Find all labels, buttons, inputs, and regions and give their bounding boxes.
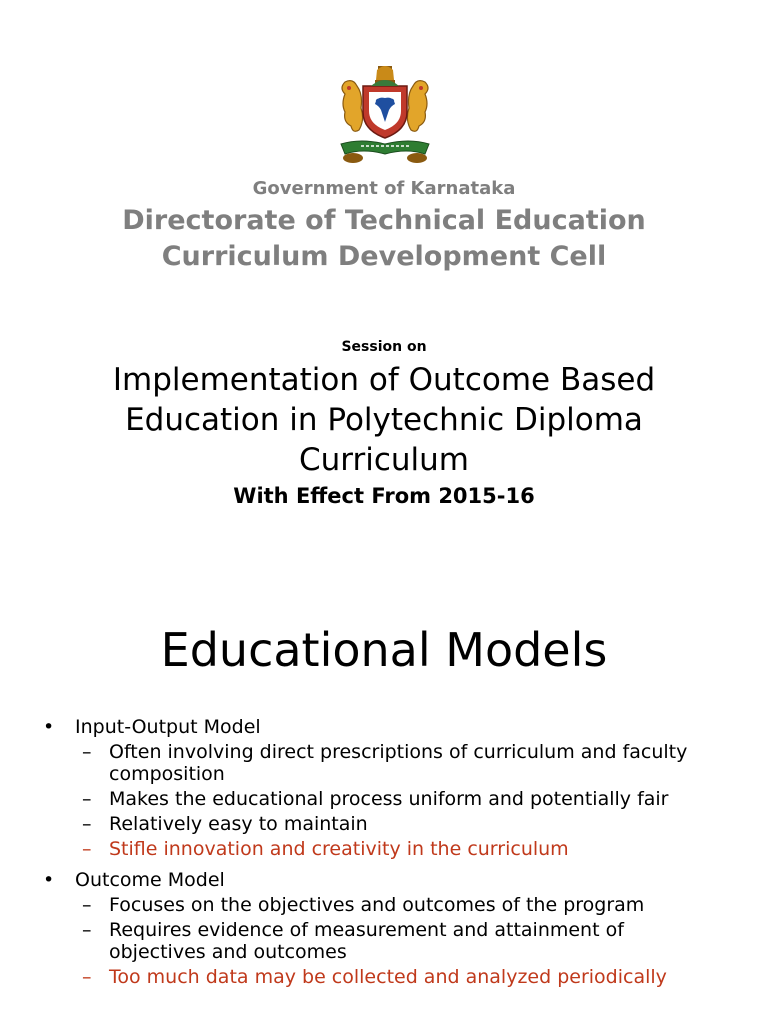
sub-item-highlighted [0, 838, 768, 860]
bullet-icon: • [43, 869, 55, 891]
directorate-title: Directorate of Technical Education [122, 205, 646, 236]
dash-icon: – [82, 838, 92, 860]
sub-item [0, 788, 768, 810]
sub-item-text: Relatively easy to maintain [109, 813, 368, 835]
karnataka-emblem-icon [331, 64, 439, 166]
sub-item [0, 813, 768, 835]
sub-item-text: Often involving direct prescriptions of curriculum and faculty composition [109, 741, 688, 785]
dash-icon: – [82, 966, 92, 988]
model-name: Outcome Model [75, 869, 225, 891]
session-title-line-2: Education in Polytechnic Diploma [125, 402, 643, 438]
cell-title: Curriculum Development Cell [161, 241, 607, 272]
government-label: Government of Karnataka [252, 178, 516, 199]
sub-item-text: Focuses on the objectives and outcomes of the program [109, 894, 645, 916]
dash-icon: – [82, 741, 92, 763]
model-name: Input-Output Model [75, 716, 261, 738]
dash-icon: – [82, 788, 92, 810]
bullet-icon: • [43, 716, 55, 738]
slide-title: Educational Models [160, 623, 608, 677]
sub-item [0, 741, 768, 785]
session-title [60, 360, 708, 480]
sub-item-text: Makes the educational process uniform and potentially fair [109, 788, 669, 810]
list-item-model-2 [0, 869, 768, 891]
models-list [0, 716, 768, 988]
session-title-line-1: Implementation of Outcome Based [112, 362, 656, 398]
sub-item [0, 919, 768, 963]
dash-icon: – [82, 919, 92, 941]
dash-icon: – [82, 813, 92, 835]
motto-ribbon-icon [341, 141, 429, 154]
session-title-line-3: Curriculum [298, 442, 469, 478]
sub-item-text: Stifle innovation and creativity in the curriculum [109, 838, 569, 860]
list-item-model-1 [0, 716, 768, 738]
sub-item-text: Too much data may be collected and analyzed periodically [109, 966, 667, 988]
sub-item-text: Requires evidence of measurement and attainment of objectives and outcomes [109, 919, 624, 963]
sub-item-highlighted [0, 966, 768, 988]
left-gandaberunda-lion-icon [342, 81, 363, 132]
effect-date: With Effect From 2015-16 [233, 484, 535, 508]
dash-icon: – [82, 894, 92, 916]
right-gandaberunda-lion-icon [407, 81, 428, 132]
session-label: Session on [341, 339, 427, 355]
sub-item [0, 894, 768, 916]
